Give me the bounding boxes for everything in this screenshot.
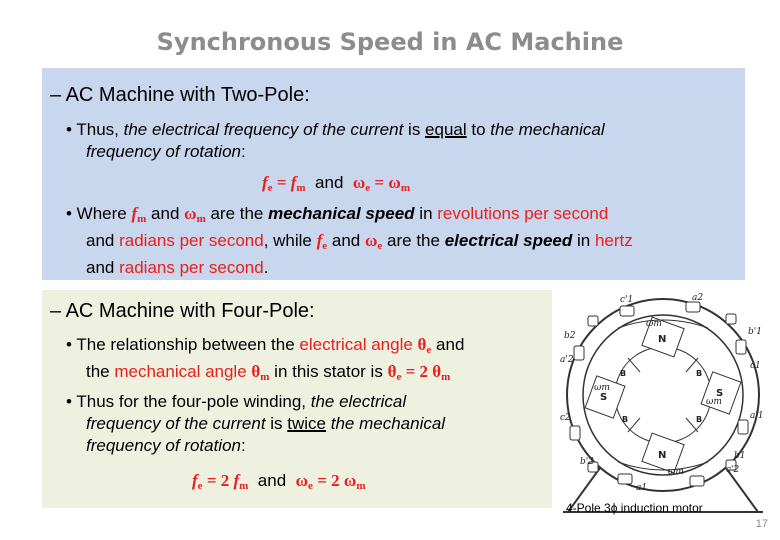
- text: in: [414, 204, 438, 223]
- text: • Thus,: [66, 120, 124, 139]
- slide-title: Synchronous Speed in AC Machine: [156, 28, 624, 56]
- text: = 2: [401, 362, 433, 381]
- label-b1: b1: [734, 451, 746, 461]
- text: mechanical speed: [268, 204, 415, 223]
- text: in: [572, 231, 595, 250]
- text: equal: [425, 120, 467, 139]
- text: :: [240, 436, 246, 455]
- text: f: [233, 471, 240, 490]
- label-wm-left: ωm: [594, 383, 610, 393]
- text: m: [400, 182, 410, 194]
- text: revolutions per second: [437, 204, 609, 223]
- text: e: [267, 182, 273, 194]
- text: are the: [205, 204, 269, 223]
- text: is: [403, 120, 426, 139]
- omega-m-symbol: ω: [388, 173, 401, 192]
- label-wm-top: ωm: [646, 319, 662, 329]
- text: = 2: [202, 471, 234, 490]
- text: electrical speed: [444, 231, 573, 250]
- text: hertz: [594, 231, 633, 250]
- text: =: [370, 173, 389, 192]
- label-n-top: N: [658, 334, 667, 345]
- four-pole-heading: – AC Machine with Four-Pole:: [50, 300, 315, 322]
- label-a1p: a'1: [750, 411, 764, 421]
- text: frequency of rotation: [86, 436, 241, 455]
- text: m: [260, 371, 270, 383]
- text: and: [146, 204, 185, 223]
- text: • Where: [66, 204, 132, 223]
- text: m: [296, 182, 306, 194]
- text: twice: [287, 414, 327, 433]
- text: f: [131, 204, 138, 223]
- text: f: [316, 231, 323, 250]
- label-n-bottom: N: [658, 450, 667, 461]
- text: , while: [263, 231, 317, 250]
- text: m: [239, 480, 249, 492]
- label-wm-bottom: ωm: [668, 467, 684, 477]
- text: the: [86, 362, 115, 381]
- text: the mechanical: [490, 120, 605, 139]
- page-number: 17: [755, 518, 768, 530]
- text: e: [308, 480, 313, 492]
- text: the mechanical: [326, 414, 446, 433]
- label-a1: a1: [636, 483, 648, 493]
- text: to: [466, 120, 491, 139]
- text: radians per second: [119, 258, 264, 277]
- two-pole-equation: [262, 173, 410, 194]
- text: and: [305, 173, 353, 192]
- text: m: [196, 213, 206, 225]
- text: and: [86, 258, 120, 277]
- label-b-bottom: B: [696, 415, 703, 424]
- text: frequency of the current: [86, 414, 266, 433]
- two-pole-heading: – AC Machine with Two-Pole:: [50, 84, 310, 106]
- text: ω: [343, 471, 357, 490]
- text: frequency of rotation: [86, 142, 241, 161]
- text: ω: [364, 231, 378, 250]
- text: in this stator is: [269, 362, 388, 381]
- omega-e-symbol: ω: [352, 173, 366, 192]
- text: and: [327, 231, 365, 250]
- label-a2: a2: [692, 293, 704, 303]
- text: e: [426, 344, 432, 356]
- label-a2p: a'2: [560, 355, 574, 365]
- text: m: [441, 371, 451, 383]
- text: e: [365, 182, 371, 194]
- text: electrical angle: [299, 335, 413, 354]
- text: and: [86, 231, 120, 250]
- four-pole-motor-diagram: [558, 290, 768, 515]
- fm-symbol: f: [290, 173, 297, 192]
- text: the electrical: [310, 392, 407, 411]
- label-s-left: S: [600, 392, 608, 403]
- four-pole-bullet-2: [66, 391, 556, 457]
- text: .: [263, 258, 269, 277]
- text: e: [322, 240, 328, 252]
- text: ω: [184, 204, 197, 223]
- text: radians per second: [119, 231, 264, 250]
- four-pole-bullet-1: [66, 334, 556, 388]
- text: e: [396, 371, 402, 383]
- label-b2p: b'2: [580, 457, 594, 467]
- label-c1p: c'1: [620, 295, 634, 305]
- two-pole-bullet-2: [66, 203, 746, 279]
- text: = 2: [312, 471, 344, 490]
- text: f: [192, 471, 198, 490]
- text: :: [240, 142, 246, 161]
- text: θ: [251, 362, 261, 381]
- text: e: [197, 480, 203, 492]
- label-b-top: B: [622, 415, 629, 424]
- text: • Thus for the four-pole winding,: [66, 392, 311, 411]
- label-b1p: b'1: [748, 327, 762, 337]
- text: the electrical frequency of the current: [123, 120, 404, 139]
- text: m: [137, 213, 147, 225]
- text: m: [356, 480, 366, 492]
- text: θ: [417, 335, 427, 354]
- text: is: [265, 414, 288, 433]
- label-b2: b2: [564, 331, 576, 341]
- label-c2p: c'2: [726, 465, 740, 475]
- two-pole-bullet-1: [66, 119, 746, 163]
- text: • The relationship between the: [66, 335, 300, 354]
- text: are the: [382, 231, 445, 250]
- label-b-left: B: [620, 369, 627, 378]
- label-s-right: S: [716, 388, 724, 399]
- label-wm-right: ωm: [706, 397, 722, 407]
- label-b-right: B: [696, 369, 703, 378]
- text: θ: [387, 362, 397, 381]
- diagram-caption: 4-Pole 3ϕ induction motor: [566, 501, 703, 515]
- label-c2: c2: [560, 413, 571, 423]
- text: e: [377, 240, 383, 252]
- text: ω: [295, 471, 309, 490]
- text: mechanical angle: [114, 362, 247, 381]
- text: and: [248, 471, 296, 490]
- text: =: [272, 173, 291, 192]
- fe-symbol: f: [262, 173, 268, 192]
- text: θ: [432, 362, 442, 381]
- four-pole-equation: [192, 471, 365, 492]
- text: and: [431, 335, 465, 354]
- label-c1: c1: [750, 361, 761, 371]
